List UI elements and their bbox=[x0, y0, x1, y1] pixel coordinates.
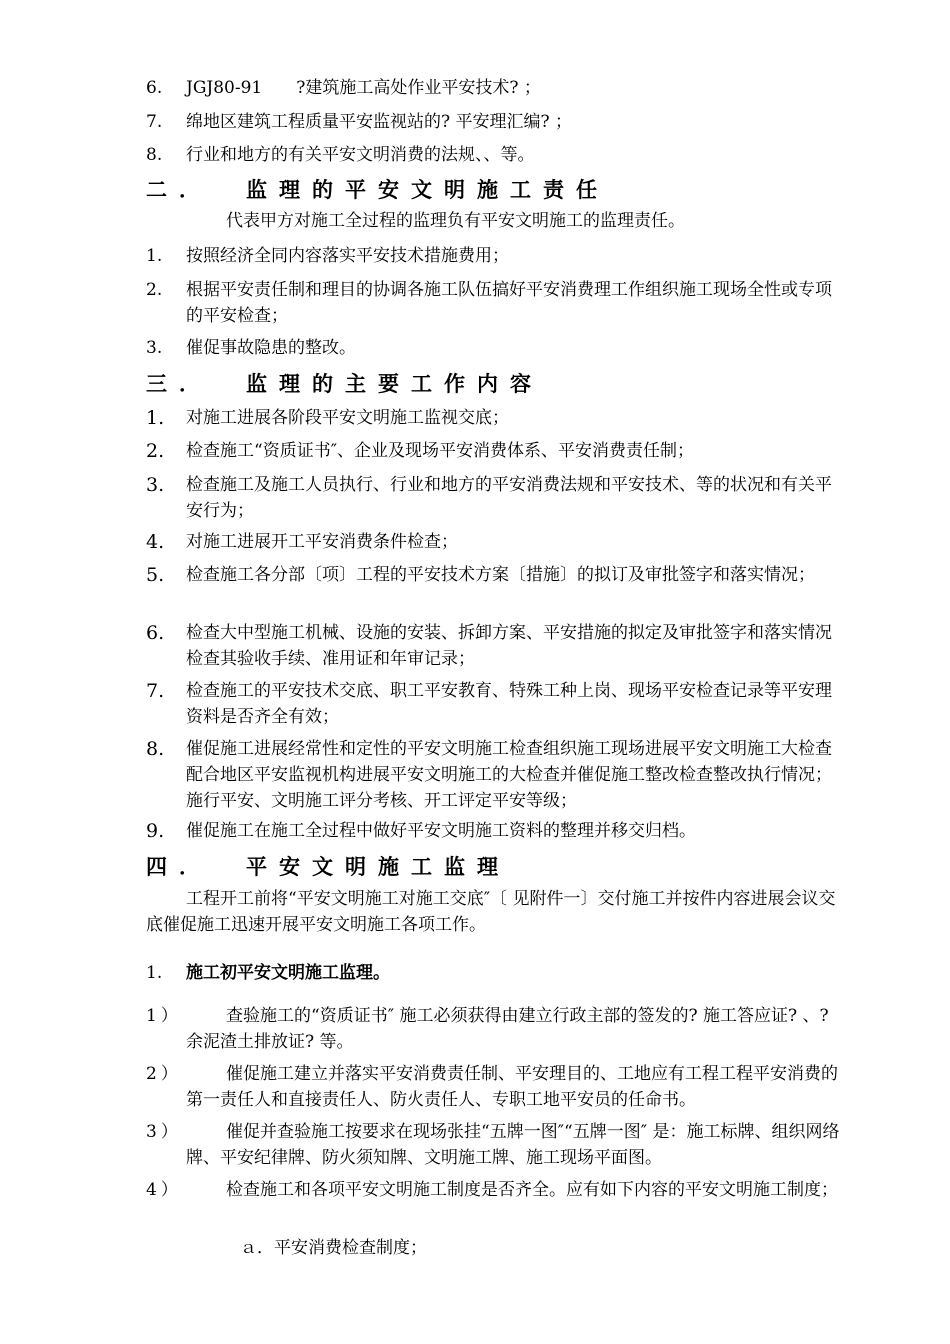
list-item bbox=[146, 1119, 846, 1171]
list-text: 催促并查验施工按要求在现场张挂“五牌一图″“五牌一图″ 是：施工标牌、组织网络牌、平安纪律牌、防火须知牌、文明施工牌、施工现场平面图。 bbox=[186, 1122, 840, 1168]
list-text: 催促施工进展经常性和定性的平安文明施工检查组织施工现场进展平安文明施工大检查配合地区平安监视机构进展平安文明施工的大检查并催促施工整改检查整改执行情况；施行平安、文明施工评分考核、开工评定平安等级； bbox=[186, 739, 832, 811]
list-number: 9. bbox=[146, 820, 165, 842]
list-number: 6. bbox=[146, 78, 163, 98]
section-title: 监理的平安文明施工责任 bbox=[246, 177, 609, 202]
list-number: 5. bbox=[146, 564, 165, 586]
list-text: 对施工进展各阶段平安文明施工监视交底； bbox=[186, 408, 509, 428]
section-number: 二． bbox=[146, 177, 212, 202]
sub-list-item: ａ．平安消费检查制度； bbox=[240, 1238, 427, 1258]
section-heading-4 bbox=[146, 852, 846, 882]
list-item bbox=[146, 335, 846, 361]
list-text: 催促事故隐患的整改。 bbox=[186, 338, 356, 358]
section-intro: 工程开工前将“平安文明施工对施工交底″〔 见附件一〕交付施工并按件内容进展会议交底催促施工迅速开展平安文明施工各项工作。 bbox=[146, 889, 836, 935]
list-number: 2） bbox=[146, 1064, 182, 1084]
list-text: 绵地区建筑工程质量平安监视站的? 平安理汇编? ； bbox=[186, 112, 573, 132]
list-number: 1. bbox=[146, 246, 163, 266]
section-title: 平安文明施工监理 bbox=[246, 854, 510, 879]
section-heading-3 bbox=[146, 369, 846, 399]
list-item bbox=[146, 818, 846, 844]
list-item bbox=[146, 678, 846, 730]
list-number: 8. bbox=[146, 738, 165, 760]
list-number: 4） bbox=[146, 1180, 182, 1200]
list-number: 7. bbox=[146, 680, 165, 702]
list-text: 行业和地方的有关平安文明消费的法规、、等。 bbox=[186, 145, 535, 165]
sub-heading-text: 施工初平安文明施工监理。 bbox=[186, 963, 390, 983]
list-number: 1） bbox=[146, 1006, 182, 1026]
list-text: 催促施工建立并落实平安消费责任制、平安理目的、工地应有工程工程平安消费的第一责任人和直接责任人、防火责任人、专职工地平安员的任命书。 bbox=[186, 1064, 838, 1110]
list-number: 2. bbox=[146, 440, 165, 462]
list-item bbox=[146, 277, 846, 329]
list-item bbox=[146, 243, 846, 269]
list-number: 1. bbox=[146, 407, 165, 429]
section-intro: 代表甲方对施工全过程的监理负有平安文明施工的监理责任。 bbox=[226, 211, 685, 231]
sub-heading bbox=[146, 960, 846, 986]
list-text: 检查施工及施工人员执行、行业和地方的平安消费法规和平安技术、等的状况和有关平安行为； bbox=[186, 475, 832, 521]
list-text: 检查施工各分部〔项〕工程的平安技术方案〔措施〕的拟订及审批签字和落实情况； bbox=[186, 565, 815, 585]
list-text: 检查施工和各项平安文明施工制度是否齐全。应有如下内容的平安文明施工制度； bbox=[226, 1180, 838, 1200]
list-item bbox=[146, 1177, 846, 1203]
list-text: 检查大中型施工机械、设施的安装、拆卸方案、平安措施的拟定及审批签字和落实情况检查其验收手续、准用证和年审记录； bbox=[186, 623, 832, 669]
list-text: 查验施工的“资质证书″ 施工必须获得由建立行政主部的签发的? 施工答应证? 、? 余泥渣土排放证? 等。 bbox=[186, 1006, 829, 1052]
list-number: 7. bbox=[146, 112, 163, 132]
list-item bbox=[146, 109, 846, 135]
list-text: 检查施工的平安技术交底、职工平安教育、特殊工种上岗、现场平安检查记录等平安理资料是否齐全有效； bbox=[186, 681, 832, 727]
list-text: 按照经济全同内容落实平安技术措施费用； bbox=[186, 246, 509, 266]
list-number: 3. bbox=[146, 474, 165, 496]
list-item bbox=[146, 736, 846, 814]
sub-heading-number: 1. bbox=[146, 963, 163, 983]
list-item bbox=[146, 529, 846, 555]
list-text: JGJ80-91 ?建筑施工高处作业平安技术? ； bbox=[186, 78, 541, 98]
list-item bbox=[146, 562, 846, 588]
list-item bbox=[146, 405, 846, 431]
list-item bbox=[146, 438, 846, 464]
list-text: 根据平安责任制和理目的协调各施工队伍搞好平安消费理工作组织施工现场全性或专项的平安检查； bbox=[186, 280, 832, 326]
list-item bbox=[146, 472, 846, 524]
list-item bbox=[146, 1003, 846, 1055]
list-number: 3） bbox=[146, 1122, 182, 1142]
list-number: 2. bbox=[146, 280, 163, 300]
list-text: 对施工进展开工平安消费条件检查； bbox=[186, 532, 458, 552]
section-title: 监理的主要工作内容 bbox=[246, 371, 543, 396]
list-item bbox=[146, 1061, 846, 1113]
section-heading-2 bbox=[146, 175, 846, 205]
list-number: 8. bbox=[146, 145, 163, 165]
list-number: 3. bbox=[146, 338, 163, 358]
list-item bbox=[146, 142, 846, 168]
list-item bbox=[146, 75, 846, 101]
list-item bbox=[146, 620, 846, 672]
list-text: 检查施工“资质证书″、企业及现场平安消费体系、平安消费责任制； bbox=[186, 441, 695, 461]
list-number: 4. bbox=[146, 531, 165, 553]
section-number: 四． bbox=[146, 854, 212, 879]
list-number: 6. bbox=[146, 622, 165, 644]
section-number: 三． bbox=[146, 371, 212, 396]
list-text: 催促施工在施工全过程中做好平安文明施工资料的整理并移交归档。 bbox=[186, 821, 696, 841]
